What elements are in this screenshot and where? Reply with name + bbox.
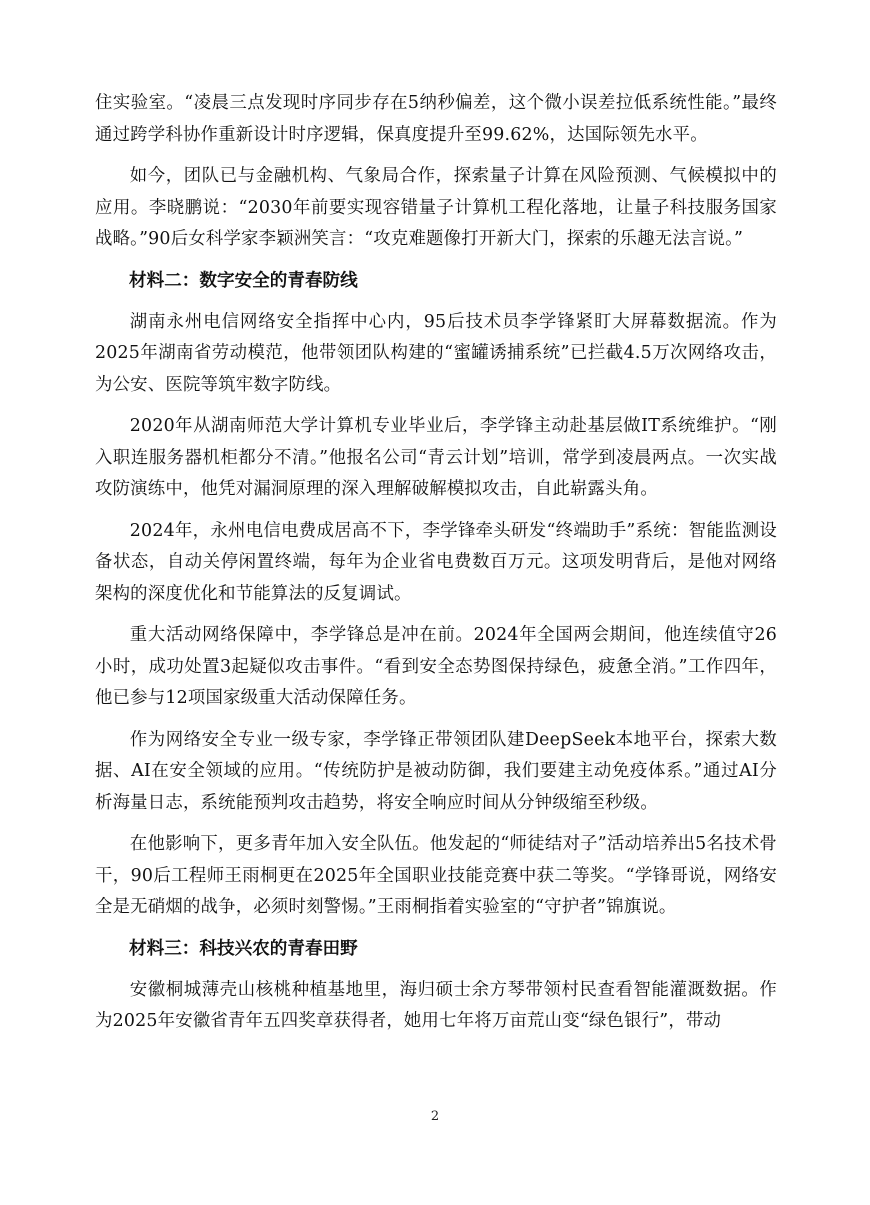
paragraph-continuation: 住实验室。“凌晨三点发现时序同步存在5纳秒偏差，这个微小误差拉低系统性能。”最终通过跨学科协作重新设计时序逻辑，保真度提升至99.62%，达国际领先水平。 [95, 93, 777, 145]
page-content [95, 88, 777, 1048]
paragraph: 2024年，永州电信电费成居高不下，李学锋牵头研发“终端助手”系统：智能监测设备状态，自动关停闲置终端，每年为企业省电费数百万元。这项发明背后，是他对网络架构的深度优化和节能算法的反复调试。 [95, 520, 777, 604]
paragraph: 2020年从湖南师范大学计算机专业毕业后，李学锋主动赴基层做IT系统维护。“刚入职连服务器机柜都分不清。”他报名公司“青云计划”培训，常学到凌晨两点。一次实战攻防演练中，他凭对漏洞原理的深入理解破解模拟攻击，自此崭露头角。 [95, 416, 777, 499]
section-heading-material-2: 材料二：数字安全的青春防线 [129, 270, 358, 291]
paragraph: 重大活动网络保障中，李学锋总是冲在前。2024年全国两会期间，他连续值守26小时，成功处置3起疑似攻击事件。“看到安全态势图保持绿色，疲惫全消。”工作四年，他已参与12项国家级重大活动保障任务。 [95, 625, 777, 708]
paragraph: 湖南永州电信网络安全指挥中心内，95后技术员李学锋紧盯大屏幕数据流。作为2025年湖南省劳动模范，他带领团队构建的“蜜罐诱捕系统”已拦截4.5万次网络攻击，为公安、医院等筑牢数字防线。 [95, 311, 777, 395]
paragraph: 作为网络安全专业一级专家，李学锋正带领团队建DeepSeek本地平台，探索大数据、AI在安全领域的应用。“传统防护是被动防御，我们要建主动免疫体系。”通过AI分析海量日志，系统能预判攻击趋势，将安全响应时间从分钟级缩至秒级。 [95, 729, 777, 813]
paragraph: 在他影响下，更多青年加入安全队伍。他发起的“师徒结对子”活动培养出5名技术骨干，90后工程师王雨桐更在2025年全国职业技能竞赛中获二等奖。“学锋哥说，网络安全是无硝烟的战争，必须时刻警惕。”王雨桐指着实验室的“守护者”锦旗说。 [95, 834, 777, 917]
paragraph: 如今，团队已与金融机构、气象局合作，探索量子计算在风险预测、气候模拟中的应用。李晓鹏说：“2030年前要实现容错量子计算机工程化落地，让量子科技服务国家战略。”90后女科学家李颖洲笑言：“攻克难题像打开新大门，探索的乐趣无法言说。” [95, 166, 777, 249]
section-heading-material-3: 材料三：科技兴农的青春田野 [129, 938, 358, 959]
paragraph: 安徽桐城薄壳山核桃种植基地里，海归硕士余方琴带领村民查看智能灌溉数据。作为2025年安徽省青年五四奖章获得者，她用七年将万亩荒山变“绿色银行”，带动 [95, 979, 777, 1031]
page-number: 2 [430, 1109, 440, 1124]
